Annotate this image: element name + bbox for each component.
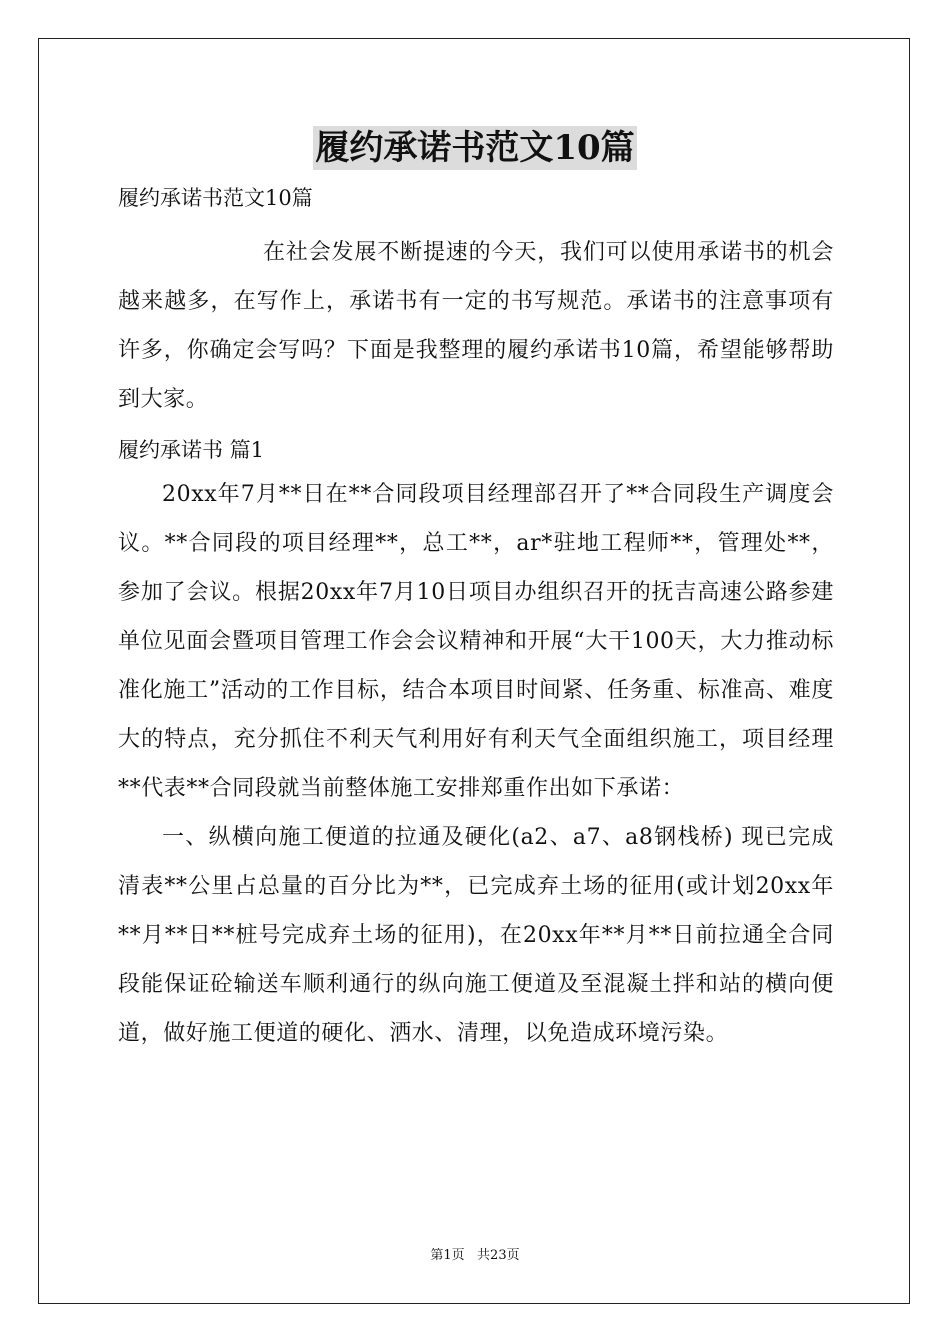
page-footer xyxy=(0,1247,950,1265)
section-heading: 履约承诺书 篇1 xyxy=(118,438,265,462)
title-container xyxy=(0,126,950,170)
body-paragraph: 20xx年7月**日在**合同段项目经理部召开了**合同段生产调度会议。**合同段的项目经理**，总工**，ar*驻地工程师**，管理处**，参加了会议。根据20xx年7月10日项目办组织召开的抚吉高速公路参建单位见面会暨项目管理工作会会议精神和开展“大干100天，大力推动标准化施工”活动的工作目标，结合本项目时间紧、任务重、标准高、难度大的特点，充分抓住不利天气利用好有利天气全面组织施工，项目经理**代表**合同段就当前整体施工安排郑重作出如下承诺： xyxy=(118,482,834,801)
document-body xyxy=(118,180,834,1058)
page-number: 第1页 共23页 xyxy=(430,1248,520,1263)
body-paragraph: 一、纵横向施工便道的拉通及硬化(a2、a7、a8钢栈桥) 现已完成清表**公里占总量的百分比为**，已完成弃土场的征用(或计划20xx年**月**日**桩号完成弃土场的征用)，在20xx年**月**日前拉通全合同段能保证砼输送车顺利通行的纵向施工便道及至混凝土拌和站的横向便道，做好施工便道的硬化、洒水、清理，以免造成环境污染。 xyxy=(118,825,834,1046)
document-subtitle: 履约承诺书范文10篇 xyxy=(118,186,313,210)
document-title: 履约承诺书范文10篇 xyxy=(315,128,635,168)
intro-paragraph: 在社会发展不断提速的今天，我们可以使用承诺书的机会越来越多，在写作上，承诺书有一定的书写规范。承诺书的注意事项有许多，你确定会写吗？下面是我整理的履约承诺书10篇，希望能够帮助到大家。 xyxy=(118,240,834,412)
